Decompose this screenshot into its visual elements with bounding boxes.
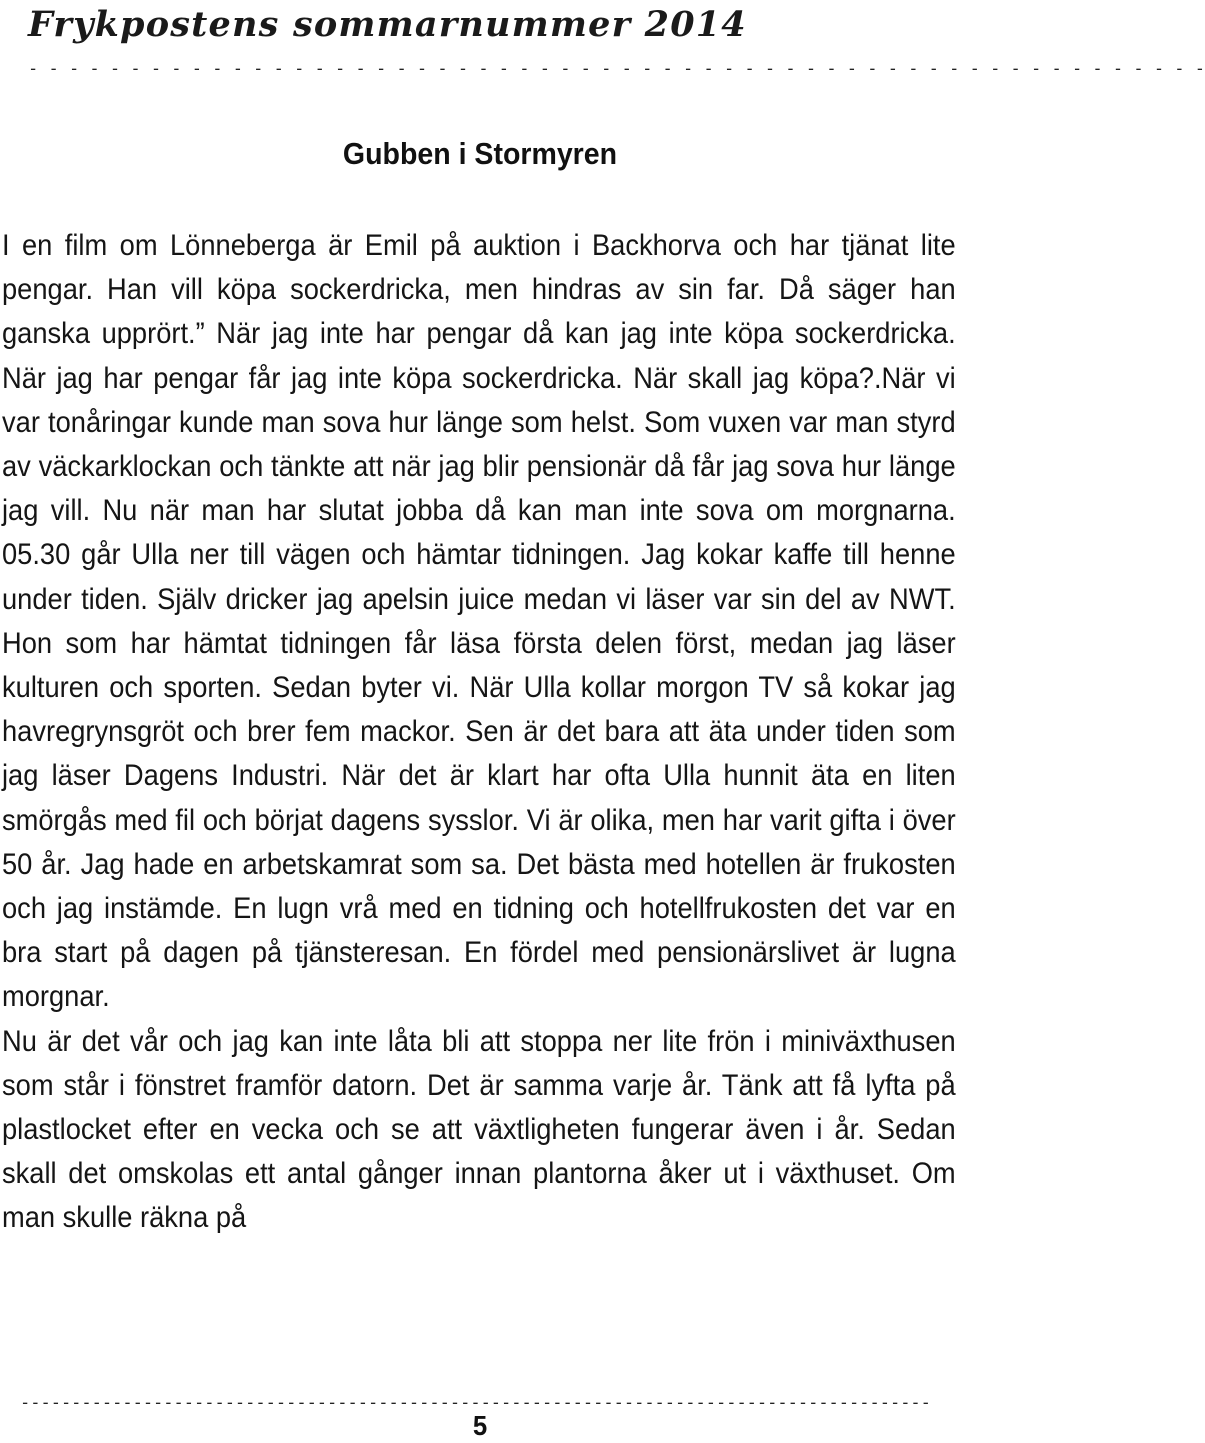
page-number: 5 [472,1410,488,1441]
article-title: Gubben i Stormyren [342,136,618,171]
magazine-title: Frykpostens sommarnummer 2014 [28,4,747,45]
article-paragraph: Nu är det vår och jag kan inte låta bli att stoppa ner lite frön i miniväxthusen som står i fönstret framför datorn. Det är samma varje år. Tänk att få lyfta på plastlocket efter en vecka och se att växtligheten fungerar även i år. Sedan skall det omskolas ett antal gånger innan plantorna åker ut i växthuset. Om man skulle räkna på [2,1024,956,1235]
article-body [2,224,956,1241]
footer-divider: ----------------------------------------------------------------------------------------- [20,1393,931,1413]
article-paragraph: I en film om Lönneberga är Emil på auktion i Backhorva och har tjänat lite pengar. Han vill köpa sockerdricka, men hindras av sin far. Då säger han ganska upprört.” När jag inte har pengar då kan jag inte köpa sockerdricka. När jag har pengar får jag inte köpa sockerdricka. När skall jag köpa?.När vi var tonåringar kunde man sova hur länge som helst. Som vuxen var man styrd av väckarklockan och tänkte att när jag blir pensionär då får jag sova hur länge jag vill. Nu när man har slutat jobba då kan man inte sova om morgnarna. 05.30 går Ulla ner till vägen och hämtar tidningen. Jag kokar kaffe till henne under tiden. Själv dricker jag apelsin juice medan vi läser var sin del av NWT. Hon som har hämtat tidningen får läsa första delen först, medan jag läser kulturen och sporten. Sedan byter vi. När Ulla kollar morgon TV så kokar jag havregrynsgröt och brer fem mackor. Sen är det bara att äta under tiden som jag läser Dagens Industri. När det är klart har ofta Ulla hunnit äta en liten smörgås med fil och börjat dagens sysslor. Vi är olika, men har varit gifta i över 50 år. Jag hade en arbetskamrat som sa. Det bästa med hotellen är frukosten och jag instämde. En lugn vrå med en tidning och hotellfrukosten det var en bra start på dagen på tjänsteresan. En fördel med pensionärslivet är lugna morgnar. [2,229,956,1014]
header-divider: - - - - - - - - - - - - - - - - - - - - - - - - - - - - - - - - - - - - - - - - - - - - - - - - - - - - - - - - - - [28,59,1205,79]
page-header [28,2,1205,80]
